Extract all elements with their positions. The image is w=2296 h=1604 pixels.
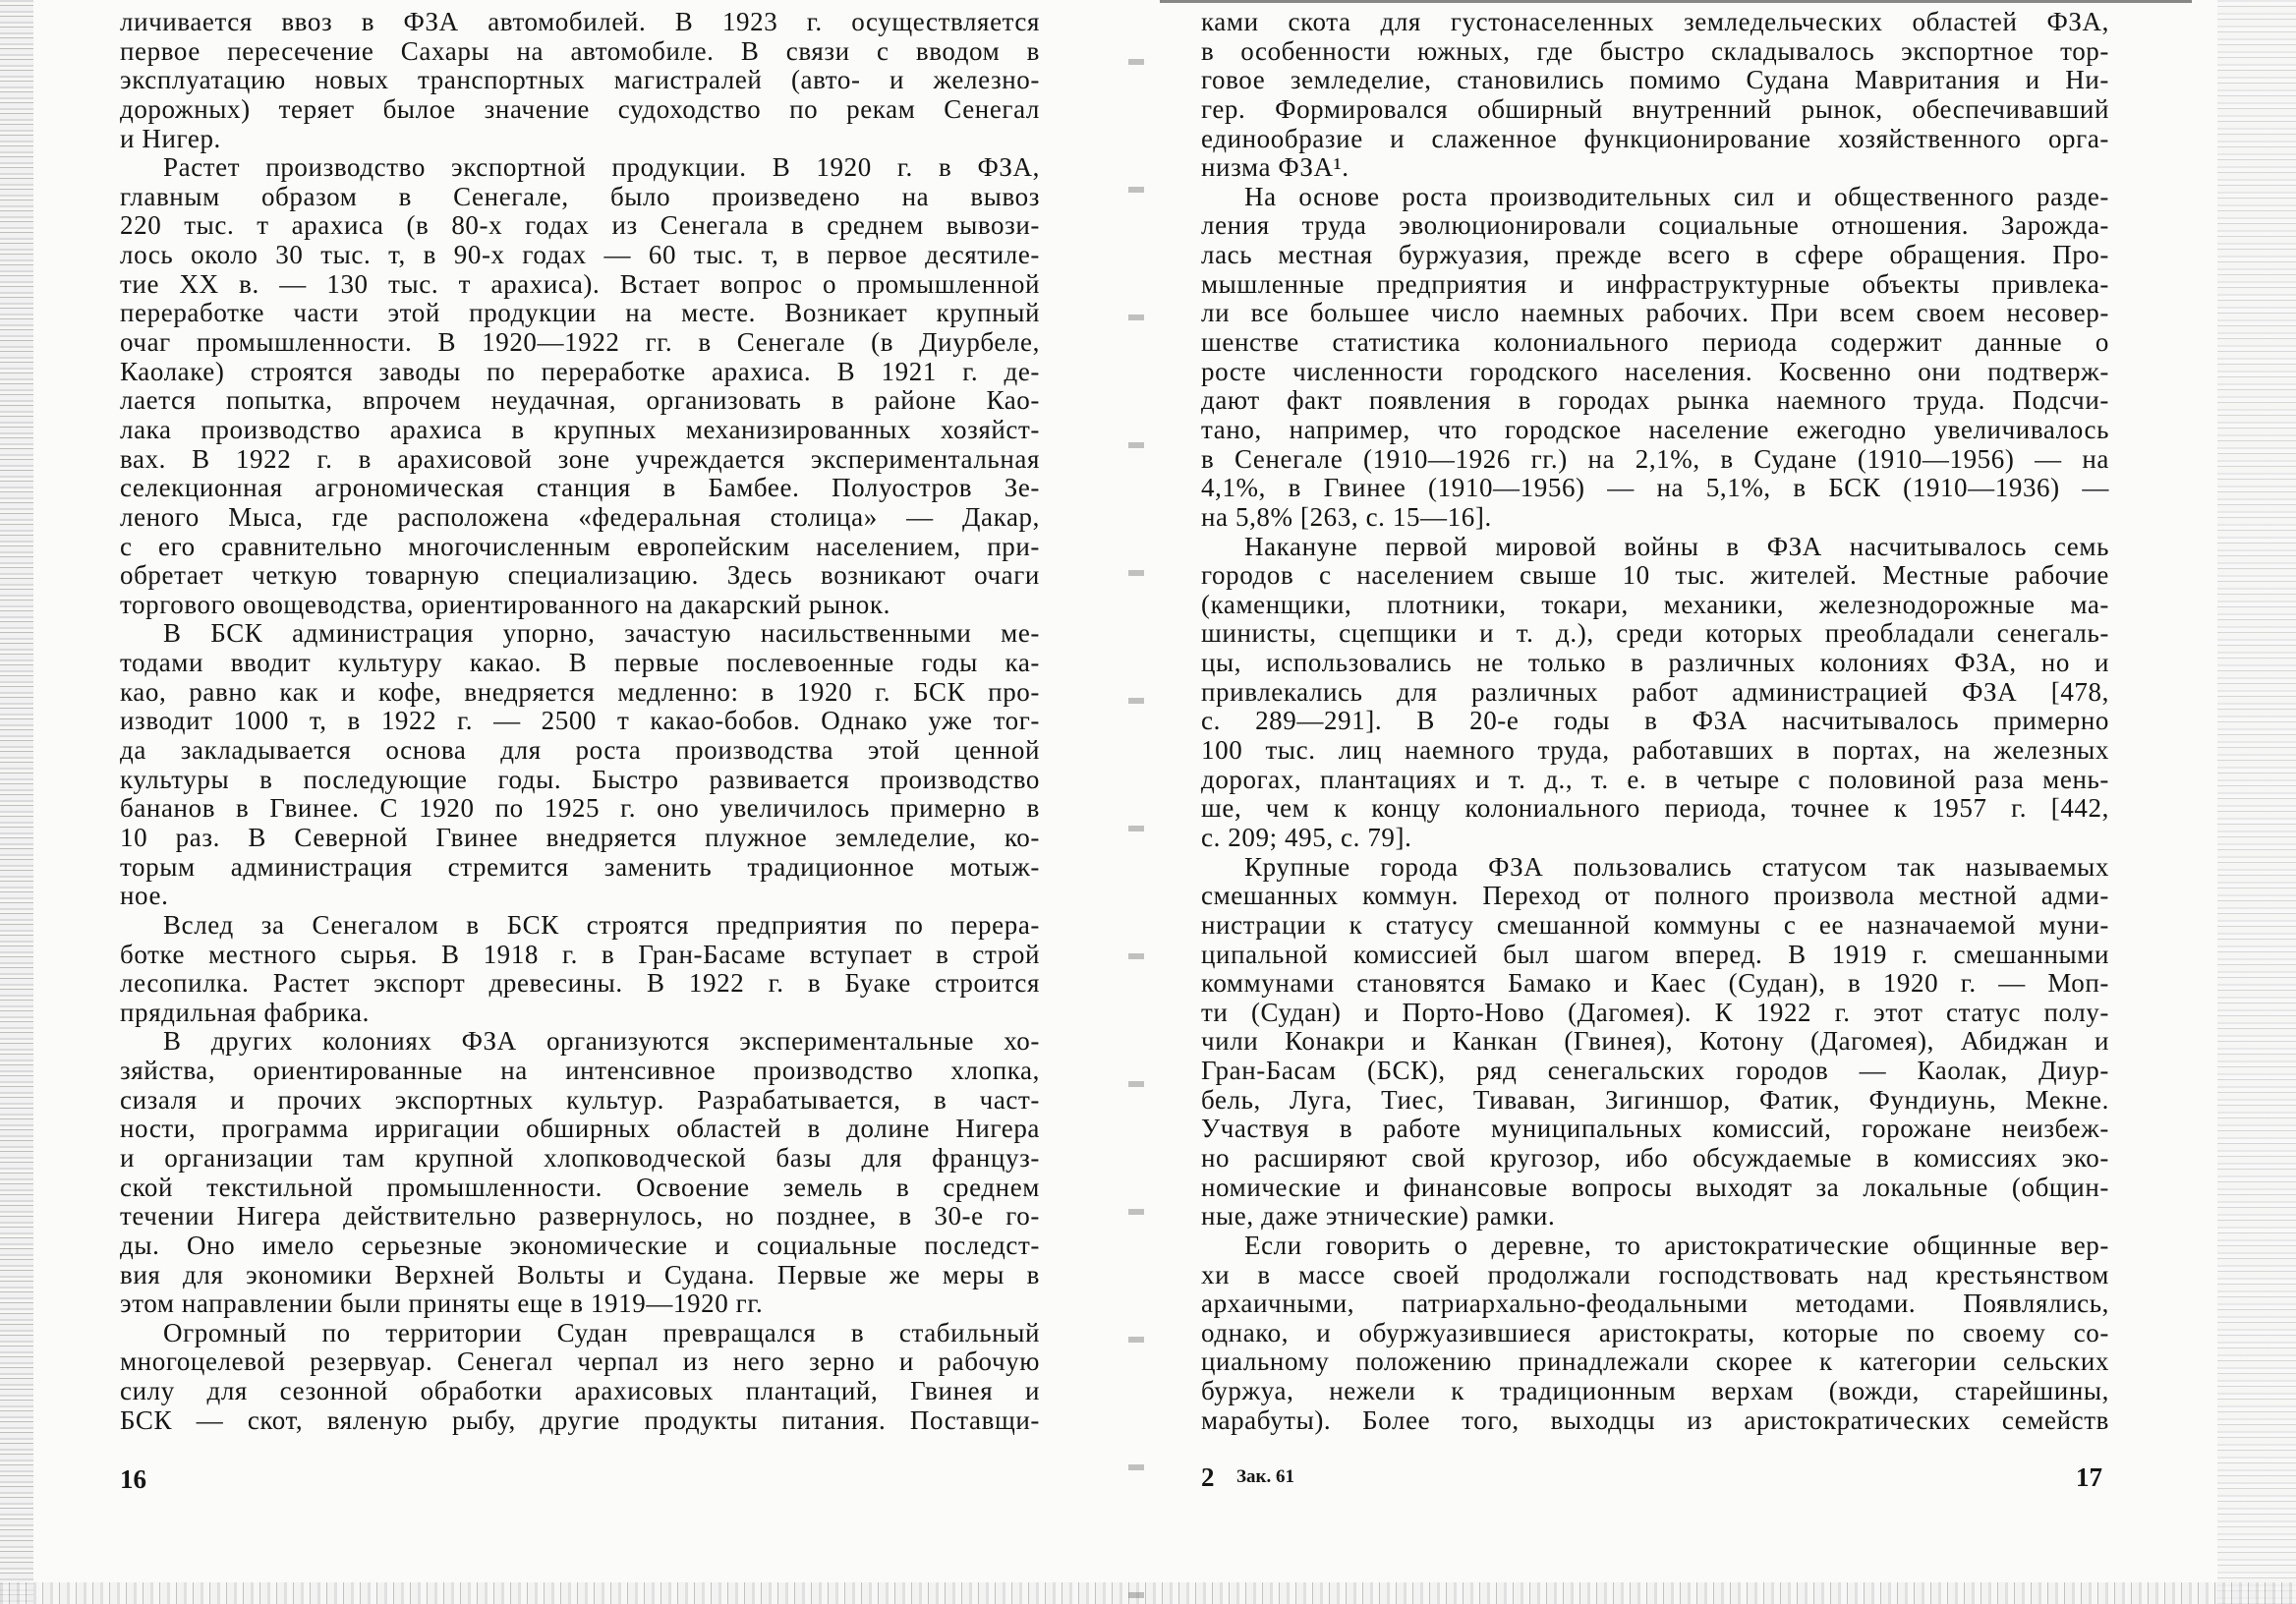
text-line: гер. Формировался обширный внутренний рынок, обеспечивавший: [1201, 93, 2109, 124]
text-line: изводит 1000 т, в 1922 г. — 2500 т какао-бобов. Однако уже тог-: [120, 706, 1040, 736]
text-line: хи в массе своей продолжали господствовать над крестьянством: [1201, 1259, 2109, 1289]
text-line: да закладывается основа для роста производства этой ценной: [120, 735, 1040, 766]
text-line: бель, Луга, Тиес, Тиваван, Зигиншор, Фатик, Фундиунь, Мекне.: [1201, 1084, 2109, 1115]
text-line: ципальной комиссией был шагом вперед. В 1919 г. смешанными: [1201, 939, 2109, 969]
text-line: ды. Оно имело серьезные экономические и социальные последст-: [120, 1230, 1040, 1260]
text-line: Накануне первой мировой войны в ФЗА насчитывалось семь: [1244, 531, 2109, 561]
text-line: ками скота для густонаселенных земледельческих областей ФЗА,: [1201, 7, 2109, 36]
right-page-text: [1201, 8, 2109, 1435]
text-line: ления труда эволюционировали социальные отношения. Зарожда-: [1201, 210, 2109, 241]
printer-order-mark: Зак. 61: [1236, 1466, 1294, 1487]
text-line: но расширяют свой кругозор, ибо обсуждаемые в комиссиях эко-: [1201, 1142, 2109, 1173]
text-line: Гран-Басам (БСК), ряд сенегальских городов — Каолак, Диур-: [1201, 1056, 2109, 1086]
paragraph: [120, 911, 1040, 1028]
text-line: в особенности южных, где быстро складывалось экспортное тор-: [1201, 35, 2109, 66]
text-line: многоцелевой резервуар. Сенегал черпал из него зерно и рабочую: [120, 1346, 1040, 1377]
paragraph: [1201, 853, 2109, 1232]
text-line: лесопилка. Растет экспорт древесины. В 1922 г. в Буаке строится: [120, 968, 1040, 999]
text-line: с. 209; 495, с. 79].: [1201, 822, 1412, 852]
text-line: В других колониях ФЗА организуются экспериментальные хо-: [163, 1026, 1040, 1057]
text-line: 220 тыс. т арахиса (в 80-х годах из Сенегала в среднем вывози-: [120, 210, 1040, 241]
text-line: однако, и обуржуазившиеся аристократы, которые по своему со-: [1201, 1317, 2109, 1347]
text-line: шинисты, сцепщики и т. д.), среди которых преобладали сенегаль-: [1201, 618, 2109, 649]
left-page-text: [120, 8, 1040, 1435]
text-line: культуры в последующие годы. Быстро развивается производство: [120, 764, 1040, 794]
text-line: 100 тыс. лиц наемного труда, работавших в портах, на железных: [1201, 735, 2109, 766]
text-line: главным образом в Сенегале, было произведено на вывоз: [120, 181, 1040, 211]
text-line: циальному положению принадлежали скорее к категории сельских: [1201, 1346, 2109, 1377]
text-line: бананов в Гвинее. С 1920 по 1925 г. оно увеличилось примерно в: [120, 793, 1040, 824]
text-line: и Нигер.: [120, 123, 221, 153]
text-line: вия для экономики Верхней Вольты и Судана. Первые же меры в: [120, 1259, 1040, 1289]
text-line: низма ФЗА¹.: [1201, 152, 1349, 183]
text-line: ности, программа ирригации обширных областей в долине Нигера: [120, 1114, 1040, 1144]
text-line: буржуа, нежели к традиционным верхам (вожди, старейшины,: [1201, 1376, 2109, 1406]
text-line: на 5,8% [263, с. 15—16].: [1201, 501, 1492, 532]
paragraph: [1201, 533, 2109, 853]
text-line: тие XX в. — 130 тыс. т арахиса). Встает вопрос о промышленной: [120, 268, 1040, 299]
text-line: торгового овощеводства, ориентированного на дакарский рынок.: [120, 589, 890, 619]
text-line: В БСК администрация упорно, зачастую насильственными ме-: [163, 618, 1040, 649]
text-line: нистрации к статусу смешанной коммуны с ее назначаемой муни-: [1201, 909, 2109, 940]
text-line: лось около 30 тыс. т, в 90-х годах — 60 тыс. т, в первое десятиле-: [120, 240, 1040, 270]
text-line: номические и финансовые вопросы выходят за локальные (общин-: [1201, 1172, 2109, 1202]
paragraph: [1201, 1232, 2109, 1435]
paragraph: [120, 153, 1040, 619]
text-line: торым администрация стремится заменить традиционное мотыж-: [120, 851, 1040, 882]
text-line: в Сенегале (1910—1926 гг.) на 2,1%, в Судане (1910—1956) — на: [1201, 443, 2109, 474]
text-line: чили Конакри и Канкан (Гвинея), Котону (Дагомея), Абиджан и: [1201, 1026, 2109, 1057]
text-line: 4,1%, в Гвинее (1910—1956) — на 5,1%, в БСК (1910—1936) —: [1201, 473, 2109, 503]
text-line: и организации там крупной хлопководческой базы для француз-: [120, 1142, 1040, 1173]
text-line: говое земледелие, становились помимо Судана Мавритания и Ни-: [1201, 65, 2109, 95]
scan-edge-right: [2217, 0, 2296, 1604]
text-line: смешанных коммун. Переход от полного произвола местной адми-: [1201, 881, 2109, 911]
text-line: с его сравнительно многочисленным европейским населением, при-: [120, 531, 1040, 561]
text-line: лась местная буржуазия, прежде всего в сфере обращения. Про-: [1201, 240, 2109, 270]
text-line: Участвуя в работе муниципальных комиссий, горожане неизбеж-: [1201, 1114, 2109, 1144]
text-line: сизаля и прочих экспортных культур. Разрабатывается, в част-: [120, 1084, 1040, 1115]
text-line: первое пересечение Сахары на автомобиле. В связи с вводом в: [120, 35, 1040, 66]
text-line: обретает четкую товарную специализацию. Здесь возникают очаги: [120, 560, 1040, 591]
text-line: лается попытка, впрочем неудачная, организовать в районе Као-: [120, 385, 1040, 416]
scan-edge-bottom: [0, 1582, 2296, 1604]
text-line: (каменщики, плотники, токари, механики, железнодорожные ма-: [1201, 589, 2109, 619]
paragraph: [1201, 8, 2109, 183]
text-line: прядильная фабрика.: [120, 997, 370, 1027]
right-page-number: 17: [2076, 1462, 2102, 1492]
text-line: ской текстильной промышленности. Освоение земель в среднем: [120, 1172, 1040, 1202]
text-line: дорожных) теряет былое значение судоходство по рекам Сенегал: [120, 93, 1040, 124]
text-line: ли все большее число наемных рабочих. При всем своем несовер-: [1201, 298, 2109, 328]
text-line: дорогах, плантациях и т. д., т. е. в четыре с половиной раза мень-: [1201, 764, 2109, 794]
text-line: этом направлении были приняты еще в 1919—1920 гг.: [120, 1289, 764, 1319]
text-line: Огромный по территории Судан превращался в стабильный: [163, 1317, 1040, 1347]
text-line: ше, чем к концу колониального периода, точнее к 1957 г. [442,: [1201, 793, 2109, 824]
printer-signature-mark: 2: [1201, 1462, 1215, 1492]
text-line: 10 раз. В Северной Гвинее внедряется плужное земледелие, ко-: [120, 822, 1040, 852]
text-line: ти (Судан) и Порто-Ново (Дагомея). К 1922 г. этот статус полу-: [1201, 997, 2109, 1027]
text-line: с. 289—291]. В 20-е годы в ФЗА насчитывалось примерно: [1201, 706, 2109, 736]
text-line: Растет производство экспортной продукции. В 1920 г. в ФЗА,: [163, 152, 1040, 183]
text-line: марабуты). Более того, выходцы из аристократических семейств: [1201, 1404, 2109, 1435]
text-line: ботке местного сырья. В 1918 г. в Гран-Басаме вступает в строй: [120, 939, 1040, 969]
text-line: силу для сезонной обработки арахисовых плантаций, Гвинея и: [120, 1376, 1040, 1406]
scan-top-edge: [1160, 0, 2192, 3]
left-page-number: 16: [120, 1464, 146, 1494]
text-line: ное.: [120, 881, 169, 911]
book-gutter: [1128, 0, 1144, 1604]
text-line: привлекались для различных работ администрацией ФЗА [478,: [1201, 676, 2109, 707]
text-line: цы, использовались не только в различных колониях ФЗА, но и: [1201, 648, 2109, 678]
text-line: Каолаке) строятся заводы по переработке арахиса. В 1921 г. де-: [120, 356, 1040, 386]
text-line: течении Нигера действительно развернулось, но позднее, в 30-е го-: [120, 1201, 1040, 1232]
text-line: переработке части этой продукции на месте. Возникает крупный: [120, 298, 1040, 328]
text-line: тано, например, что городское население ежегодно увеличивалось: [1201, 414, 2109, 444]
text-line: единообразие и слаженное функционирование хозяйственного орга-: [1201, 123, 2109, 153]
text-line: На основе роста производительных сил и общественного разде-: [1244, 181, 2109, 211]
paragraph: [120, 619, 1040, 910]
text-line: архаичными, патриархально-феодальными методами. Появлялись,: [1201, 1289, 2109, 1319]
text-line: БСК — скот, вяленую рыбу, другие продукты питания. Поставщи-: [120, 1404, 1040, 1435]
text-line: вах. В 1922 г. в арахисовой зоне учреждается экспериментальная: [120, 443, 1040, 474]
paragraph: [120, 8, 1040, 153]
paragraph: [120, 1027, 1040, 1318]
text-line: Крупные города ФЗА пользовались статусом так называемых: [1244, 851, 2109, 882]
text-line: Вслед за Сенегалом в БСК строятся предприятия по перера-: [163, 909, 1040, 940]
paragraph: [120, 1319, 1040, 1436]
text-line: селекционная агрономическая станция в Бамбее. Полуостров Зе-: [120, 473, 1040, 503]
text-line: Если говорить о деревне, то аристократические общинные вер-: [1244, 1230, 2109, 1260]
text-line: шенстве статистика колониального периода содержит данные о: [1201, 327, 2109, 358]
text-line: тодами вводит культуру какао. В первые послевоенные годы ка-: [120, 648, 1040, 678]
text-line: ные, даже этнические) рамки.: [1201, 1201, 1556, 1232]
text-line: као, равно как и кофе, внедряется медленно: в 1920 г. БСК про-: [120, 676, 1040, 707]
text-line: эксплуатацию новых транспортных магистралей (авто- и железно-: [120, 65, 1040, 95]
text-line: леного Мыса, где расположена «федеральная столица» — Дакар,: [120, 501, 1040, 532]
text-line: росте численности городского населения. Косвенно они подтверж-: [1201, 356, 2109, 386]
paragraph: [1201, 183, 2109, 533]
text-line: зяйства, ориентированные на интенсивное производство хлопка,: [120, 1056, 1040, 1086]
text-line: личивается ввоз в ФЗА автомобилей. В 1923 г. осуществляется: [120, 7, 1040, 36]
text-line: мышленные предприятия и инфраструктурные объекты привлека-: [1201, 268, 2109, 299]
text-line: коммунами становятся Бамако и Каес (Судан), в 1920 г. — Моп-: [1201, 968, 2109, 999]
text-line: очаг промышленности. В 1920—1922 гг. в Сенегале (в Диурбеле,: [120, 327, 1040, 358]
scan-edge-left: [0, 0, 33, 1604]
text-line: дают факт появления в городах рынка наемного труда. Подсчи-: [1201, 385, 2109, 416]
text-line: городов с населением свыше 10 тыс. жителей. Местные рабочие: [1201, 560, 2109, 591]
text-line: лака производство арахиса в крупных механизированных хозяйст-: [120, 414, 1040, 444]
